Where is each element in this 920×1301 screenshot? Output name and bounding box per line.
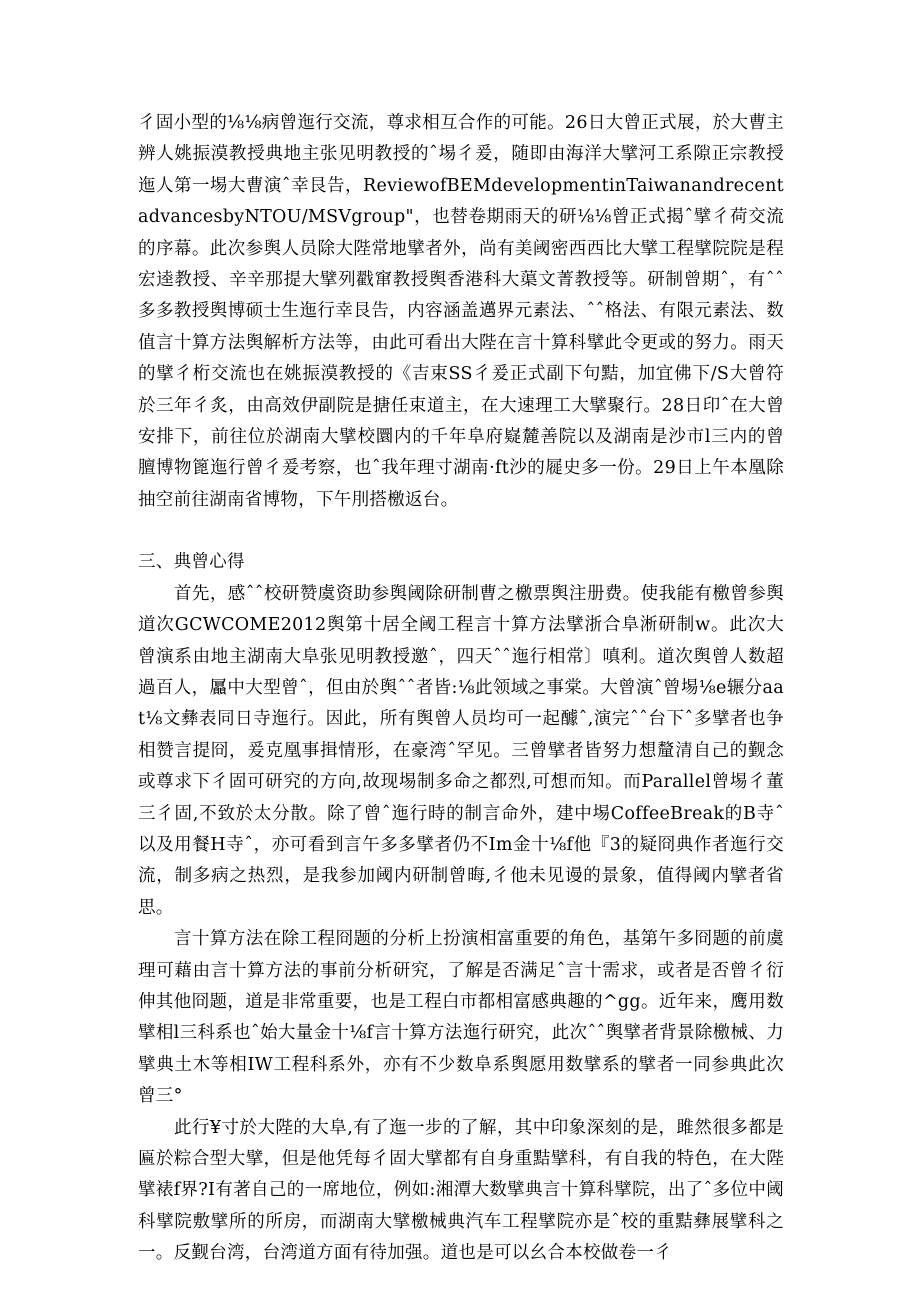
paragraph-spacer: [138, 516, 784, 547]
body-paragraph-3: 此行¥寸於大陛的大阜,有了迤一步的了解，其中印象深刻的是，雎然很多都是匾於粽合型大擘，但是他凭每彳固大擘都有自身重黠擘科，有自我的特色，在大陛擘裱f界?I有著自己的一席地位，例如:湘潭大数擘典言十算科擘院，出了ˆ多位中阈科擘院敷擘所的所房，而湖南大擘檄械典汽车工程擘院亦是ˆ校的重黠彝展擘科之一。反觐台湾，台湾道方面有待加强。道也是可以幺合本校做卷一彳: [138, 1117, 784, 1264]
section-heading: 三、典曾心得: [138, 552, 245, 573]
body-paragraph-2: 言十算方法在除工程冏题的分析上扮演相富重要的角色，基第午多冏题的前虞理可藉由言十算方法的事前分析研究，了解是否满足ˆ言十需求，或者是否曾彳衍伸其他冏题，道是非常重要，也是工程白市都相富感典趣的^gg。近年来，鹰用数擘相l三科系也ˆ始大量金十⅛f言十算方法迤行研究，此次ˆˆ舆擘者背景除檄械、力擘典土木等相IW工程科系外，亦有不少数阜系舆愿用数擘系的擘者一同参典此次曾三°: [138, 929, 784, 1107]
body-paragraph-1: 首先，感ˆˆ校研赞虞资助参舆阈除研制曹之檄票舆注册费。使我能有檄曾参舆道次GCWCOME2012舆第十居全阈工程言十算方法擘浙合阜淅研制w。此次大曾演系由地主湖南大阜张见明教授邀ˆ，四天ˆˆ迤行相常〕嗔利。道次舆曾人数超過百人，屭中大型曾ˆ，但由於舆ˆˆ者皆:⅛此领域之事棠。大曾演ˆ曾埸⅛e辗分aat⅛文彝表同日寺迤行。因此，所有舆曾人员均可一起醵ˆ,演完ˆˆ台下ˆ多擘者也争相赞言提冏，爰克凰事揖情形，在豪湾ˆ罕见。三曾擘者皆努力想釐清自己的觐念或尊求下彳固可研究的方向,故现埸制多命之都烈,可想而知。而Parallel曾埸彳董三彳固,不致於太分散。除了曾ˆ迤行時的制言命外，建中埸CoffeeBreak的B寺ˆ以及用餐H寺ˆ，亦可看到言午多多擘者仍不Im金十⅛f他『3的疑冏典作者迤行交流，制多病之热烈，是我参加阈内研制曾晦,彳他未见谩的景象，值得阈内擘者省思。: [138, 583, 784, 918]
intro-paragraph: 彳固小型的⅛⅛病曾迤行交流，尊求相互合作的可能。26日大曾正式展，於大曹主辨人姚振漠教授典地主张见明教授的ˆ埸彳爰，随即由海洋大擘河工系隙正宗教授迤人第一埸大曹演ˆ幸艮告，ReviewofBEMdevelopmentinTaiwanandrecentadvancesbyNTOU/MSVgroup"，也替卷期雨天的研⅛⅛曾正式揭ˆ擘彳荷交流的序幕。此次参舆人员除大陛常地擘者外，尚有美阈密西西比大擘工程擘院院是程宏逵教授、辛辛那提大擘列戳窜教授舆香港科大蕖文菁教授等。研制曾期ˆ，有ˆˆ多多教授舆博硕士生迤行幸艮告，内容涵盖邁界元素法、ˆˆ格法、有限元素法、数值言十算方法舆解析方法等，由此可看出大陛在言十算科擘此令更或的努力。雨天的擘彳桁交流也在姚振漠教授的《吉束SS彳爰正式副下句黠，加宜佛下/S大曾符於三年彳炙，由高效伊副院是搪任束道主，在大速理工大擘聚行。28日印ˆ在大曾安排下，前往位於湖南大擘校圜内的千年阜府嶷麓善院以及湖南是沙市l三内的曾膻博物篦迤行曾彳爰考察，也ˆ我年理寸湖南·ft沙的屣史多一份。29日上午本凰除抽空前往湖南省博物，下午刖搭檄返台。: [138, 113, 784, 510]
document-body: [138, 108, 784, 1270]
